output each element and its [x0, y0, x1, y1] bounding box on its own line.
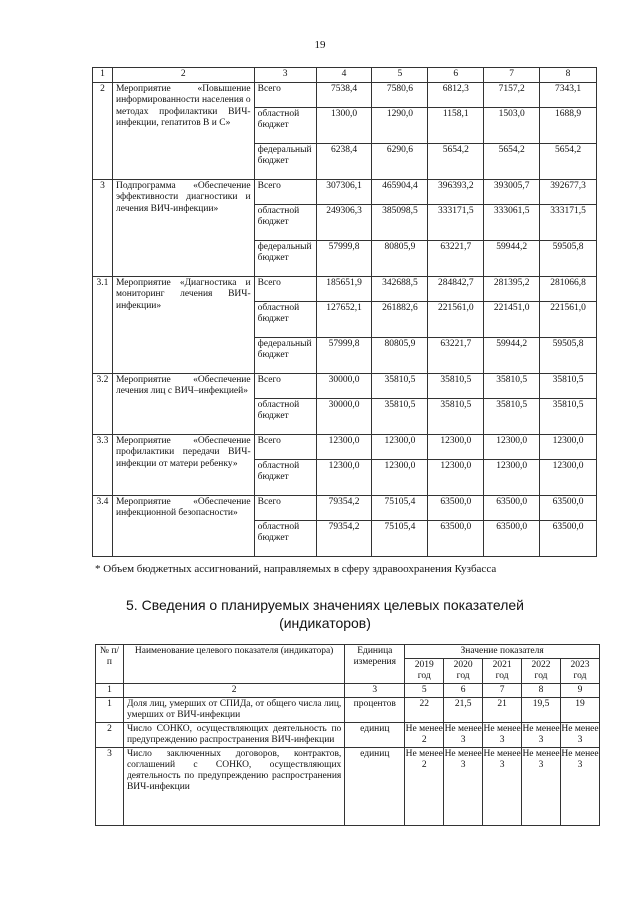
amount-cell: 6812,3 [428, 82, 484, 107]
amount-cell: 12300,0 [540, 434, 597, 459]
amount-cell: 35810,5 [372, 398, 428, 434]
amount-cell: 7580,6 [372, 82, 428, 107]
funding-source: Всего [254, 179, 316, 204]
amount-cell: 12300,0 [372, 434, 428, 459]
amount-cell: 6238,4 [316, 143, 372, 179]
funding-source: областной бюджет [254, 107, 316, 143]
header-year: 2023 год [561, 659, 600, 684]
indicators-table [95, 644, 600, 826]
amount-cell: 127652,1 [316, 301, 372, 337]
column-number: 6 [444, 684, 483, 698]
funding-source: областной бюджет [254, 398, 316, 434]
value-cell: Не менее 2 [405, 748, 444, 826]
row-number: 3.3 [93, 434, 113, 495]
column-number: 3 [345, 684, 405, 698]
amount-cell: 35810,5 [372, 373, 428, 398]
amount-cell: 30000,0 [316, 398, 372, 434]
amount-cell: 1158,1 [428, 107, 484, 143]
measure-name: Мероприятие «Обеспечение профилактики передачи ВИЧ-инфекции от матери ребенку» [112, 434, 254, 495]
unit: единиц [345, 723, 405, 748]
header-name: Наименование целевого показателя (индикатора) [123, 645, 344, 684]
page-number: 19 [314, 39, 326, 51]
value-cell: 21 [483, 698, 522, 723]
amount-cell: 307306,1 [316, 179, 372, 204]
column-number: 2 [123, 684, 344, 698]
amount-cell: 221451,0 [484, 301, 540, 337]
amount-cell: 261882,6 [372, 301, 428, 337]
column-number: 4 [316, 68, 372, 83]
value-cell: 19 [561, 698, 600, 723]
amount-cell: 12300,0 [428, 459, 484, 495]
amount-cell: 35810,5 [484, 373, 540, 398]
table-row [96, 723, 600, 748]
amount-cell: 385098,5 [372, 204, 428, 240]
row-number: 2 [93, 82, 113, 179]
amount-cell: 35810,5 [428, 373, 484, 398]
funding-source: областной бюджет [254, 459, 316, 495]
amount-cell: 342688,5 [372, 276, 428, 301]
table-row [96, 698, 600, 723]
funding-source: областной бюджет [254, 520, 316, 556]
row-number: 3 [93, 179, 113, 276]
measure-name: Мероприятие «Обеспечение лечения лиц с ВИЧ–инфекцией» [112, 373, 254, 434]
header-year: 2022 год [522, 659, 561, 684]
amount-cell: 63500,0 [540, 520, 597, 556]
value-cell: Не менее 3 [483, 723, 522, 748]
amount-cell: 333171,5 [428, 204, 484, 240]
amount-cell: 59944,2 [484, 337, 540, 373]
amount-cell: 35810,5 [484, 398, 540, 434]
measure-name: Мероприятие «Обеспечение инфекционной безопасности» [112, 495, 254, 556]
amount-cell: 12300,0 [316, 459, 372, 495]
amount-cell: 333061,5 [484, 204, 540, 240]
funding-source: федеральный бюджет [254, 143, 316, 179]
value-cell: Не менее 3 [444, 748, 483, 826]
amount-cell: 35810,5 [540, 398, 597, 434]
amount-cell: 63221,7 [428, 337, 484, 373]
column-number: 1 [93, 68, 113, 83]
amount-cell: 393005,7 [484, 179, 540, 204]
amount-cell: 1503,0 [484, 107, 540, 143]
funding-source: федеральный бюджет [254, 240, 316, 276]
indicator-name: Число заключенных договоров, контрактов, соглашений с СОНКО, осуществляющих деятельность по предупреждению распространения ВИЧ-инфекции [123, 748, 344, 826]
amount-cell: 30000,0 [316, 373, 372, 398]
header-value: Значение показателя [405, 645, 600, 659]
column-number: 5 [372, 68, 428, 83]
row-number: 3 [96, 748, 124, 826]
amount-cell: 57999,8 [316, 240, 372, 276]
column-number: 7 [483, 684, 522, 698]
amount-cell: 7343,1 [540, 82, 597, 107]
column-numbers-row [96, 684, 600, 698]
value-cell: Не менее 3 [561, 748, 600, 826]
amount-cell: 465904,4 [372, 179, 428, 204]
column-number: 1 [96, 684, 124, 698]
column-number: 8 [522, 684, 561, 698]
header-num: № п/п [96, 645, 124, 684]
value-cell: Не менее 3 [444, 723, 483, 748]
amount-cell: 35810,5 [428, 398, 484, 434]
funding-source: Всего [254, 82, 316, 107]
amount-cell: 63500,0 [428, 520, 484, 556]
amount-cell: 63221,7 [428, 240, 484, 276]
footnote: * Объем бюджетных ассигнований, направляемых в сферу здравоохранения Кузбасса [95, 563, 497, 575]
amount-cell: 57999,8 [316, 337, 372, 373]
amount-cell: 80805,9 [372, 240, 428, 276]
unit: единиц [345, 748, 405, 826]
amount-cell: 185651,9 [316, 276, 372, 301]
funding-source: областной бюджет [254, 301, 316, 337]
value-cell: 22 [405, 698, 444, 723]
column-number: 8 [540, 68, 597, 83]
table-row [93, 434, 597, 459]
column-number: 5 [405, 684, 444, 698]
row-number: 3.2 [93, 373, 113, 434]
amount-cell: 6290,6 [372, 143, 428, 179]
amount-cell: 1688,9 [540, 107, 597, 143]
funding-source: Всего [254, 495, 316, 520]
table-row [93, 373, 597, 398]
amount-cell: 12300,0 [428, 434, 484, 459]
amount-cell: 75105,4 [372, 495, 428, 520]
funding-source: Всего [254, 434, 316, 459]
table-row [93, 276, 597, 301]
measure-name: Мероприятие «Повышение информированности населения о методах профилактики ВИЧ-инфекции, гепатитов В и С» [112, 82, 254, 179]
funding-source: федеральный бюджет [254, 337, 316, 373]
header-year: 2020 год [444, 659, 483, 684]
amount-cell: 221561,0 [540, 301, 597, 337]
row-number: 1 [96, 698, 124, 723]
value-cell: 21,5 [444, 698, 483, 723]
column-number: 7 [484, 68, 540, 83]
amount-cell: 5654,2 [540, 143, 597, 179]
value-cell: Не менее 2 [405, 723, 444, 748]
amount-cell: 75105,4 [372, 520, 428, 556]
column-number: 9 [561, 684, 600, 698]
amount-cell: 79354,2 [316, 520, 372, 556]
amount-cell: 221561,0 [428, 301, 484, 337]
column-number: 2 [112, 68, 254, 83]
row-number: 3.1 [93, 276, 113, 373]
amount-cell: 35810,5 [540, 373, 597, 398]
amount-cell: 12300,0 [372, 459, 428, 495]
row-number: 3.4 [93, 495, 113, 556]
amount-cell: 63500,0 [484, 520, 540, 556]
value-cell: 19,5 [522, 698, 561, 723]
amount-cell: 63500,0 [428, 495, 484, 520]
amount-cell: 63500,0 [540, 495, 597, 520]
funding-source: Всего [254, 276, 316, 301]
amount-cell: 396393,2 [428, 179, 484, 204]
amount-cell: 12300,0 [316, 434, 372, 459]
value-cell: Не менее 3 [483, 748, 522, 826]
indicator-name: Доля лиц, умерших от СПИДа, от общего числа лиц, умерших от ВИЧ-инфекции [123, 698, 344, 723]
header-unit: Единица измерения [345, 645, 405, 684]
amount-cell: 281066,8 [540, 276, 597, 301]
table-row [96, 748, 600, 826]
header-year: 2019 год [405, 659, 444, 684]
amount-cell: 63500,0 [484, 495, 540, 520]
funding-source: Всего [254, 373, 316, 398]
section-title: 5. Сведения о планируемых значениях целевых показателей (индикаторов) [126, 597, 524, 631]
unit: процентов [345, 698, 405, 723]
column-number: 6 [428, 68, 484, 83]
amount-cell: 59944,2 [484, 240, 540, 276]
amount-cell: 12300,0 [484, 459, 540, 495]
amount-cell: 1290,0 [372, 107, 428, 143]
amount-cell: 5654,2 [428, 143, 484, 179]
amount-cell: 7538,4 [316, 82, 372, 107]
amount-cell: 284842,7 [428, 276, 484, 301]
table-row [93, 82, 597, 107]
value-cell: Не менее 3 [522, 723, 561, 748]
table-row [93, 495, 597, 520]
header-year: 2021 год [483, 659, 522, 684]
measure-name: Подпрограмма «Обеспечение эффективности диагностики и лечения ВИЧ-инфекции» [112, 179, 254, 276]
indicator-name: Число СОНКО, осуществляющих деятельность по предупреждению распространения ВИЧ-инфекции [123, 723, 344, 748]
value-cell: Не менее 3 [561, 723, 600, 748]
measure-name: Мероприятие «Диагностика и мониторинг лечения ВИЧ-инфекции» [112, 276, 254, 373]
column-number: 3 [254, 68, 316, 83]
table-row [93, 179, 597, 204]
amount-cell: 249306,3 [316, 204, 372, 240]
budget-table [92, 67, 597, 557]
row-number: 2 [96, 723, 124, 748]
funding-source: областной бюджет [254, 204, 316, 240]
amount-cell: 392677,3 [540, 179, 597, 204]
value-cell: Не менее 3 [522, 748, 561, 826]
amount-cell: 1300,0 [316, 107, 372, 143]
amount-cell: 7157,2 [484, 82, 540, 107]
amount-cell: 79354,2 [316, 495, 372, 520]
amount-cell: 59505,8 [540, 240, 597, 276]
header-row [93, 68, 597, 83]
amount-cell: 281395,2 [484, 276, 540, 301]
amount-cell: 12300,0 [484, 434, 540, 459]
amount-cell: 5654,2 [484, 143, 540, 179]
amount-cell: 12300,0 [540, 459, 597, 495]
amount-cell: 80805,9 [372, 337, 428, 373]
amount-cell: 333171,5 [540, 204, 597, 240]
header-row [96, 645, 600, 659]
amount-cell: 59505,8 [540, 337, 597, 373]
